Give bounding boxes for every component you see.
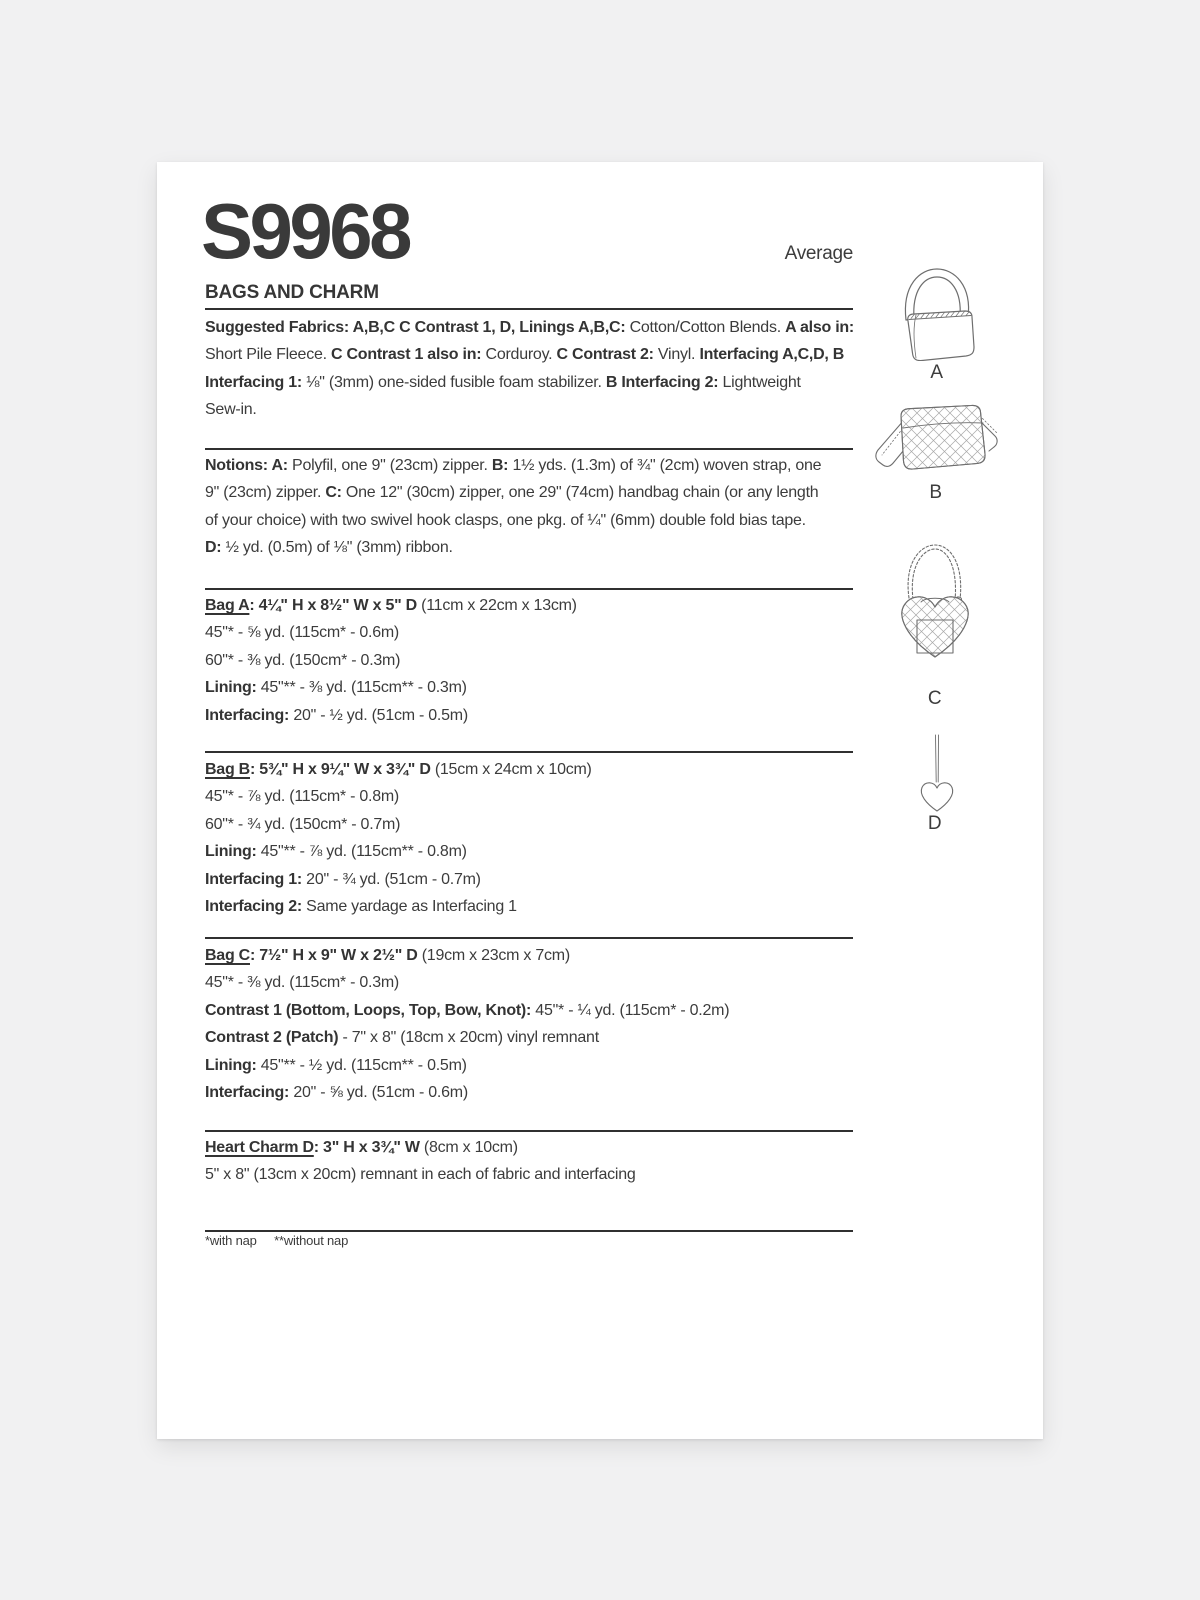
bag-a-yardage-section [205, 592, 860, 729]
bag-b-line-drawing [873, 402, 999, 472]
text-line: 60"* - ⅜ yd. (150cm* - 0.3m) [205, 651, 401, 669]
divider [205, 751, 853, 753]
quilted-shoulder-bag-icon [873, 402, 999, 472]
bag-b-yardage-section [205, 756, 860, 920]
divider [205, 448, 853, 450]
text-line: Contrast 2 (Patch) - 7" x 8" (18cm x 20cm) vinyl remnant [205, 1029, 599, 1047]
bag-b-label: B [929, 482, 943, 503]
text-line: D: ½ yd. (0.5m) of ⅛" (3mm) ribbon. [205, 539, 453, 557]
heart-bag-with-chain-icon [894, 538, 976, 678]
text-line: Interfacing 1: ⅛" (3mm) one-sided fusible foam stabilizer. B Interfacing 2: Lightweight [205, 373, 801, 391]
text-line: Heart Charm D: 3" H x 3¾" W (8cm x 10cm) [205, 1139, 518, 1156]
handbag-with-handle-icon [895, 263, 979, 361]
nap-footnote [205, 1233, 362, 1249]
text-line: Lining: 45"** - ⅞ yd. (115cm** - 0.8m) [205, 843, 467, 861]
difficulty-rating: Average [784, 243, 853, 264]
text-line: of your choice) with two swivel hook clasps, one pkg. of ¼" (6mm) double fold bias tape. [205, 511, 806, 529]
with-nap-note: *with nap [205, 1233, 257, 1248]
text-line: Short Pile Fleece. C Contrast 1 also in: Corduroy. C Contrast 2: Vinyl. Interfacing A,C,D, B [205, 346, 845, 364]
bag-a-line-drawing [895, 263, 979, 361]
text-line: Bag C: 7½" H x 9" W x 2½" D (19cm x 23cm x 7cm) [205, 947, 570, 964]
heart-charm-d-section [205, 1134, 860, 1189]
text-line: Notions: A: Polyfil, one 9" (23cm) zipper. B: 1½ yds. (1.3m) of ¾" (2cm) woven strap, one [205, 457, 822, 474]
text-line: Interfacing 2: Same yardage as Interfacing 1 [205, 898, 517, 916]
pattern-title: BAGS AND CHARM [205, 282, 379, 303]
notions-paragraph [205, 452, 860, 562]
text-line: Bag B: 5¾" H x 9¼" W x 3¾" D (15cm x 24cm x 10cm) [205, 761, 592, 778]
text-line: Lining: 45"** - ⅜ yd. (115cm** - 0.3m) [205, 679, 467, 697]
text-line: Sew-in. [205, 401, 257, 419]
text-line: Interfacing: 20" - ⅝ yd. (51cm - 0.6m) [205, 1084, 468, 1102]
heart-charm-on-ribbon-icon [915, 734, 959, 812]
divider [205, 588, 853, 590]
divider [205, 1230, 853, 1232]
text-line: 60"* - ¾ yd. (150cm* - 0.7m) [205, 815, 401, 833]
text-line: Bag A: 4¼" H x 8½" W x 5" D (11cm x 22cm x 13cm) [205, 597, 577, 614]
bag-a-label: A [930, 362, 944, 383]
without-nap-note: **without nap [274, 1233, 349, 1248]
suggested-fabrics-paragraph [205, 314, 860, 424]
divider [205, 937, 853, 939]
text-line: 5" x 8" (13cm x 20cm) remnant in each of fabric and interfacing [205, 1166, 636, 1184]
divider [205, 1130, 853, 1132]
text-line: 45"* - ⅝ yd. (115cm* - 0.6m) [205, 624, 400, 642]
text-line: 45"* - ⅜ yd. (115cm* - 0.3m) [205, 974, 400, 992]
text-line: Lining: 45"** - ½ yd. (115cm** - 0.5m) [205, 1056, 467, 1074]
heart-charm-label: D [927, 813, 943, 834]
bag-c-yardage-section [205, 942, 860, 1106]
pattern-number: S9968 [201, 187, 410, 275]
text-line: Interfacing 1: 20" - ¾ yd. (51cm - 0.7m) [205, 870, 481, 888]
text-line: Interfacing: 20" - ½ yd. (51cm - 0.5m) [205, 706, 468, 724]
divider [205, 308, 853, 310]
text-line: 9" (23cm) zipper. C: One 12" (30cm) zipper, one 29" (74cm) handbag chain (or any length [205, 484, 819, 502]
pattern-envelope-back [157, 162, 1043, 1439]
bag-c-label: C [927, 688, 943, 709]
text-line: 45"* - ⅞ yd. (115cm* - 0.8m) [205, 788, 400, 806]
heart-charm-line-drawing [915, 734, 959, 812]
bag-c-line-drawing [894, 538, 976, 678]
text-line: Suggested Fabrics: A,B,C C Contrast 1, D, Linings A,B,C: Cotton/Cotton Blends. A also in: [205, 319, 855, 336]
text-line: Contrast 1 (Bottom, Loops, Top, Bow, Knot): 45"* - ¼ yd. (115cm* - 0.2m) [205, 1001, 730, 1019]
